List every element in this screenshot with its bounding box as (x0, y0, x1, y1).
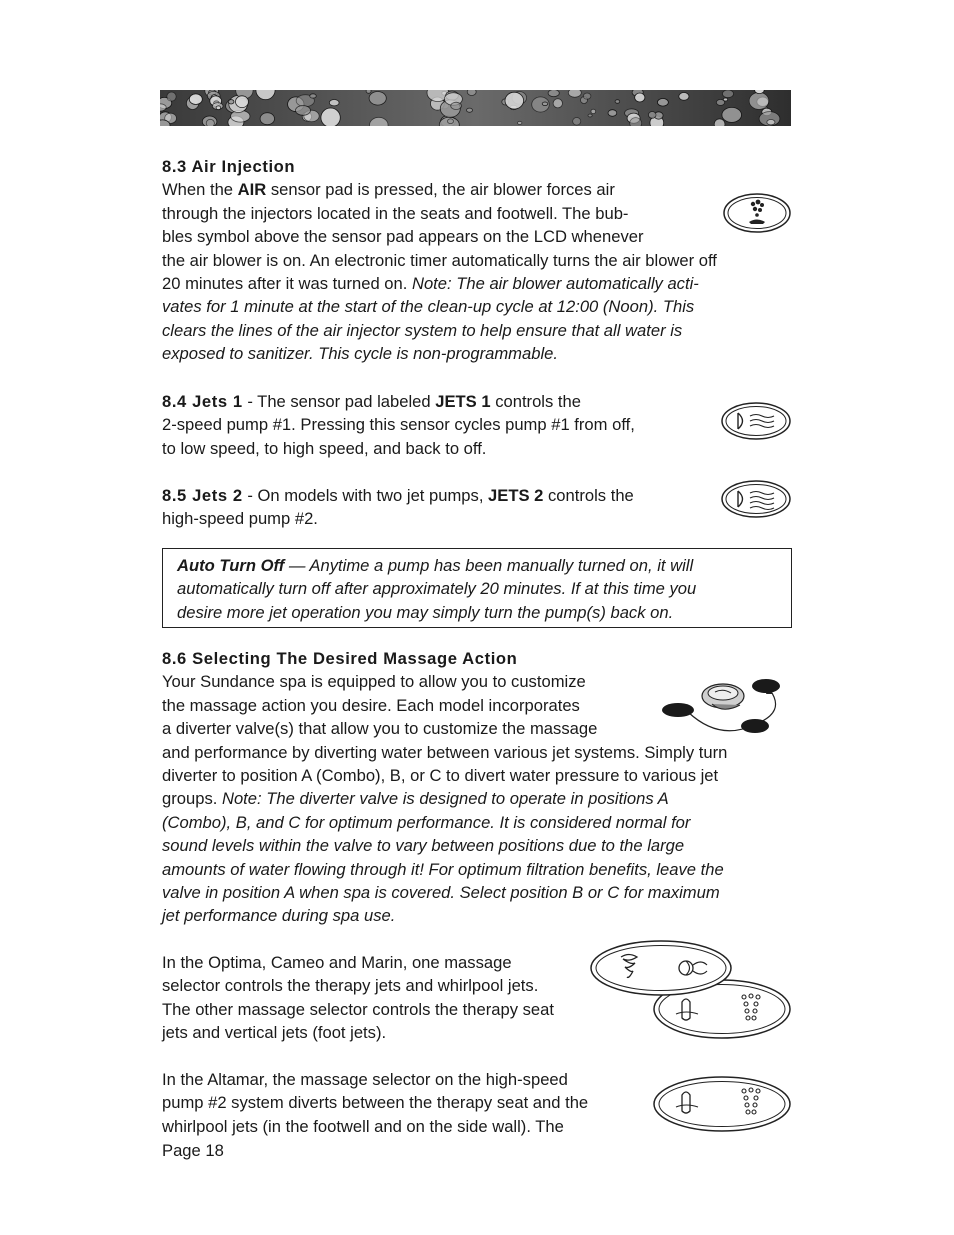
diverter-valve-icon (660, 676, 788, 740)
whirlpool-therapy-selector-icon (589, 939, 733, 997)
page-number: Page 18 (162, 1141, 224, 1160)
jets2-pad-icon (720, 479, 792, 519)
jets1-pad-icon (720, 401, 792, 441)
section-heading-massage-action: 8.6 Selecting The Desired Massage Action (162, 649, 518, 668)
jets1-paragraph: 8.4 Jets 1 - The sensor pad labeled JETS 1 controls the 2-speed pump #1. Pressing this sensor cycles pump #1 from off, to low speed, to high speed, and back to off. (162, 392, 635, 458)
optima-paragraph: In the Optima, Cameo and Marin, one massage selector controls the therapy jets and whirlpool jets. The other massage selector controls the therapy seat jets and vertical jets (foot jets). (162, 953, 555, 1043)
massage-paragraph: Your Sundance spa is equipped to allow you to customize the massage action you desire. Each model incorporates a diverter valve(s) that allow you to customize the massage and performance by diverting water between various jet systems. Simply turn diverter to position A (Combo), B, or C to divert water pressure to various jet groups. Note: The diverter valve is designed to operate in positions A (Combo), B, and C for optimum performance. It is considered normal for sound levels within the valve to vary between positions due to the large amounts of water flowing through it! For optimum filtration benefits, leave the valve in position A when spa is covered. Select position B or C for maximum jet performance during spa use. (162, 672, 728, 926)
air-paragraph: When the AIR sensor pad is pressed, the air blower forces air through the injectors located in the seats and footwell. The bub- bles symbol above the sensor pad appears on the LCD whenever the air blower is on. An electronic timer automatically turns the air blower off 20 minutes after it was turned on. Note: The air blower automatically acti- vates for 1 minute at the start of the clean-up cycle at 12:00 (Noon). This clears the lines of the air injector system to help ensure that all water is exposed to sanitizer. This cycle is non-programmable. (162, 180, 717, 364)
auto-turn-off-note: Auto Turn Off — Anytime a pump has been manually turned on, it will automatically turn off after approximately 20 minutes. If at this time you desire more jet operation you may simply turn the pump(s) back on. (162, 548, 792, 628)
altamar-selector-icon (652, 1075, 792, 1133)
air-bubbles-pad-icon (722, 192, 792, 234)
altamar-paragraph: In the Altamar, the massage selector on the high-speed pump #2 system diverts between the therapy seat and the whirlpool jets (in the footwell and on the side wall). The (162, 1070, 589, 1136)
jets2-paragraph: 8.5 Jets 2 - On models with two jet pumps, JETS 2 controls the high-speed pump #2. (162, 486, 634, 529)
water-droplets-banner (160, 90, 791, 126)
section-heading-air-injection: 8.3 Air Injection (162, 157, 296, 176)
